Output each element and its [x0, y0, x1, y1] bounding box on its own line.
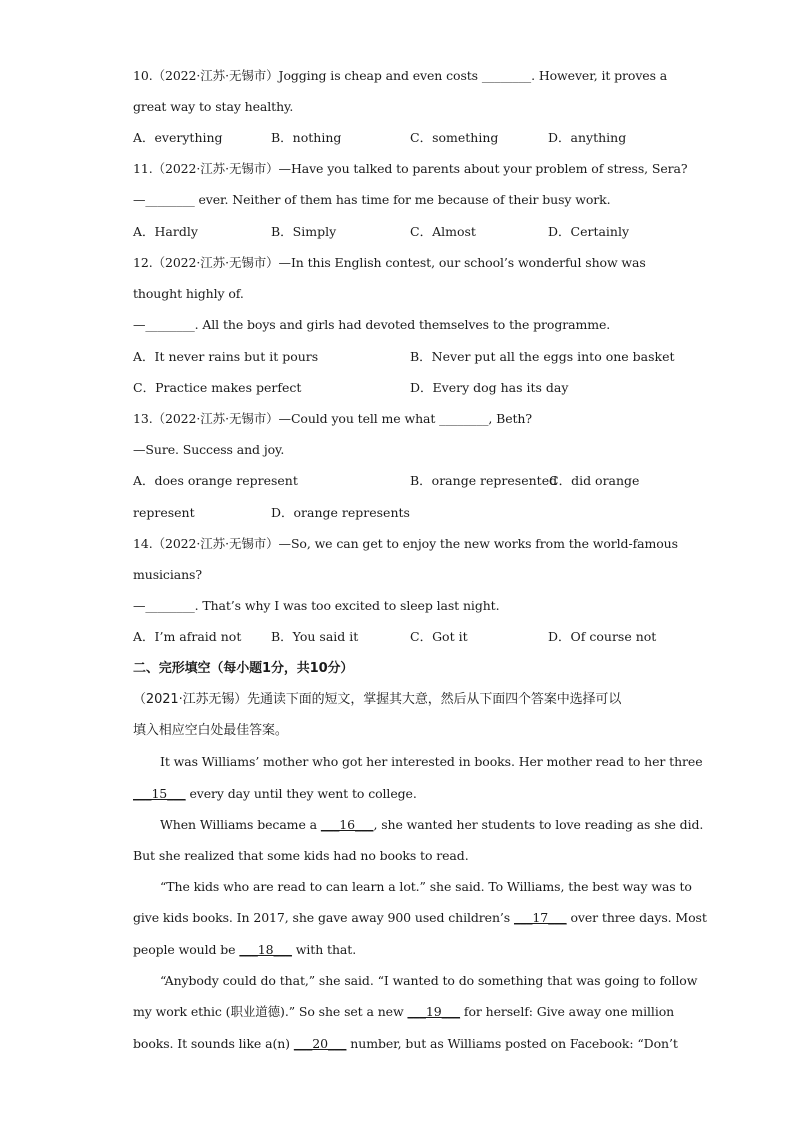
section2-heading: 二、完形填空（每小题1分，共10分）: [133, 661, 354, 676]
q13-stem-line1: 13.（2022·江苏·无锡市）—Could you tell me what ________, Beth?: [133, 411, 532, 426]
blank-17[interactable]: ___17___: [513, 910, 567, 925]
passage-p4-line2: [133, 1002, 674, 1022]
q12-options-row1: [133, 347, 673, 367]
passage-p3-text-a: give kids books. In 2017, she gave away 900 used children’s: [133, 910, 514, 925]
q14-option-a[interactable]: A．I’m afraid not: [133, 629, 242, 644]
q12-stem-line2: thought highly of.: [133, 286, 244, 301]
q11-option-c[interactable]: C．Almost: [410, 224, 476, 239]
q12-stem-line1: 12.（2022·江苏·无锡市）—In this English contest, our school’s wonderful show was: [133, 255, 646, 270]
q12-option-b[interactable]: B．Never put all the eggs into one basket: [410, 349, 675, 364]
passage-p3-text-c: people would be: [133, 942, 240, 957]
passage-p2-text-a: When Williams became a: [160, 817, 321, 832]
blank-15[interactable]: ___15___: [133, 786, 186, 801]
q14-stem-line3: —________. That’s why I was too excited to sleep last night.: [133, 598, 500, 613]
q14-stem-line2: musicians?: [133, 567, 202, 582]
q13-option-d[interactable]: D．orange represents: [271, 505, 410, 520]
q10-option-a[interactable]: A．everything: [133, 130, 223, 145]
passage-p1-line2: [133, 784, 417, 804]
q10-stem-line1: 10.（2022·江苏·无锡市）Jogging is cheap and even costs ________. However, it proves a: [133, 68, 668, 83]
passage-p3-line2: [133, 908, 707, 928]
passage-p4-line3: [133, 1034, 678, 1054]
q14-stem-line1: 14.（2022·江苏·无锡市）—So, we can get to enjoy the new works from the world-famous: [133, 536, 678, 551]
q14-option-d[interactable]: D．Of course not: [548, 629, 657, 644]
q14-option-c[interactable]: C．Got it: [410, 629, 468, 644]
q11-options: [133, 222, 673, 242]
q14-option-b[interactable]: B．You said it: [271, 629, 359, 644]
q11-option-a[interactable]: A．Hardly: [133, 224, 198, 239]
q12-stem-line3: —________. All the boys and girls had devoted themselves to the programme.: [133, 317, 611, 332]
q10-option-c[interactable]: C．something: [410, 130, 499, 145]
q10-stem-line2: great way to stay healthy.: [133, 99, 294, 114]
q11-stem-line2: —________ ever. Neither of them has time for me because of their busy work.: [133, 192, 611, 207]
passage-p3-line3: [133, 940, 356, 960]
blank-20[interactable]: ___20___: [293, 1036, 347, 1051]
passage-p4-line1: “Anybody could do that,” she said. “I wanted to do something that was going to follow: [160, 973, 698, 988]
blank-19[interactable]: ___19___: [407, 1004, 461, 1019]
q12-option-a[interactable]: A．It never rains but it pours: [133, 349, 319, 364]
q12-options-row2: [133, 378, 673, 398]
section2-instructions-line1: （2021·江苏无锡）先通读下面的短文，掌握其大意，然后从下面四个答案中选择可以: [133, 692, 622, 707]
passage-p1-line1: It was Williams’ mother who got her interested in books. Her mother read to her three: [160, 754, 703, 769]
q13-stem-line2: —Sure. Success and joy.: [133, 442, 285, 457]
passage-p2-line2: But she realized that some kids had no books to read.: [133, 848, 469, 863]
blank-16[interactable]: ___16___: [320, 817, 374, 832]
q11-option-d[interactable]: D．Certainly: [548, 224, 630, 239]
q12-option-c[interactable]: C．Practice makes perfect: [133, 380, 302, 395]
passage-p4-text-c: books. It sounds like a(n): [133, 1036, 294, 1051]
passage-p3-text-b: over three days. Most: [566, 910, 707, 925]
blank-18[interactable]: ___18___: [239, 942, 292, 957]
q13-option-a[interactable]: A．does orange represent: [133, 473, 298, 488]
passage-p3-line1: “The kids who are read to can learn a lot.” she said. To Williams, the best way was to: [160, 879, 692, 894]
section2-instructions-line2: 填入相应空白处最佳答案。: [133, 723, 288, 738]
q13-option-b[interactable]: B．orange represented: [410, 473, 558, 488]
q13-options-row1: [133, 471, 673, 491]
passage-p3-text-d: with that.: [291, 942, 357, 957]
passage-p2-line1: [160, 815, 703, 835]
passage-p2-text-b: , she wanted her students to love reading as she did.: [373, 817, 704, 832]
passage-p4-text-d: number, but as Williams posted on Facebook: “Don’t: [346, 1036, 678, 1051]
q11-stem-line1: 11.（2022·江苏·无锡市）—Have you talked to parents about your problem of stress, Sera?: [133, 161, 688, 176]
passage-p4-text-a: my work ethic (职业道德).” So she set a new: [133, 1004, 408, 1019]
passage-p4-text-b: for herself: Give away one million: [460, 1004, 675, 1019]
q11-option-b[interactable]: B．Simply: [271, 224, 337, 239]
q13-option-c[interactable]: C．did orange: [549, 473, 640, 488]
q10-option-d[interactable]: D．anything: [548, 130, 627, 145]
q10-options: [133, 128, 673, 148]
q10-option-b[interactable]: B．nothing: [271, 130, 342, 145]
q14-options: [133, 627, 673, 647]
q13-options-row2: [133, 503, 673, 523]
passage-p1-text: every day until they went to college.: [185, 786, 417, 801]
q12-option-d[interactable]: D．Every dog has its day: [410, 380, 569, 395]
q13-option-c-continued[interactable]: represent: [133, 505, 195, 520]
